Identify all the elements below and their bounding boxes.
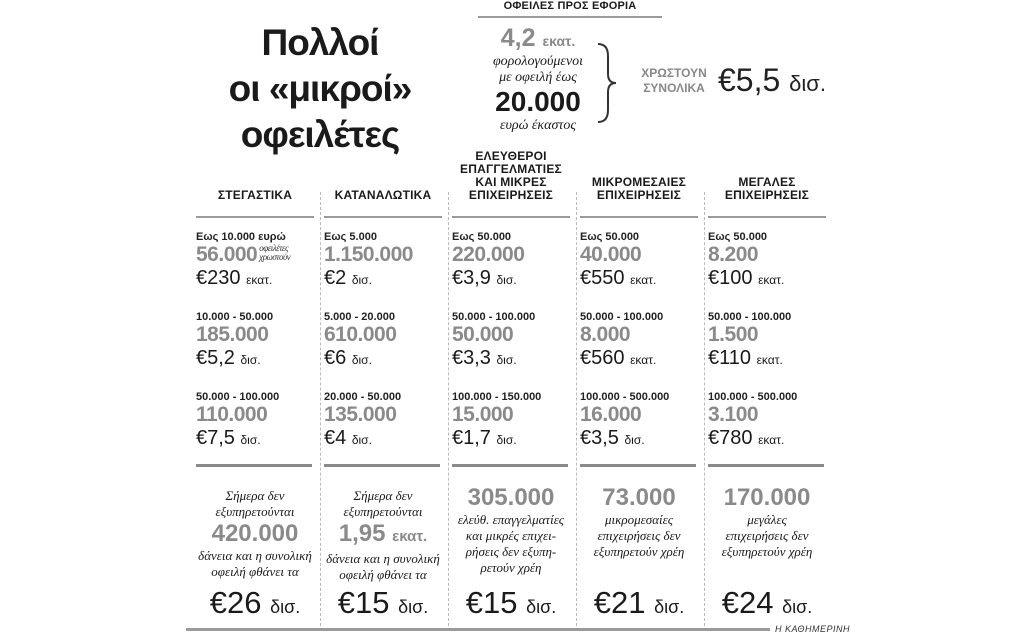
bracket-amount: [708, 346, 824, 372]
bracket-debtor-count: [708, 324, 824, 346]
tax-text-2: με οφειλή έως: [499, 70, 577, 85]
summary-total-unit: δισ.: [398, 597, 429, 617]
column-heading-rule: [452, 216, 570, 218]
summary-text: δάνεια και η συνολική: [326, 551, 440, 566]
summary-text: οφειλή φθάνει τα: [211, 564, 299, 579]
column-summary: [448, 484, 574, 576]
bracket-range: 5.000 - 20.000: [324, 311, 395, 323]
bracket-debtor-count-value: 110.000: [196, 403, 268, 426]
debt-bracket: [196, 310, 312, 372]
debt-bracket: [324, 230, 440, 292]
main-title: [200, 20, 440, 158]
bracket-amount-unit: δισ.: [351, 353, 372, 367]
bracket-amount-value: €3,9: [452, 267, 491, 289]
summary-text: και μικρές επιχει-: [465, 528, 557, 543]
summary-number-value: 305.000: [467, 484, 555, 511]
bracket-range: 50.000 - 100.000: [452, 311, 536, 323]
summary-total-value: €15: [465, 585, 518, 620]
column-divider: [704, 192, 705, 626]
summary-separator: [452, 464, 568, 467]
summary-number: [192, 520, 318, 548]
column-heading-rule: [708, 216, 826, 218]
bracket-amount-unit: εκατ.: [246, 273, 273, 287]
bracket-debtor-count-value: 185.000: [196, 323, 269, 346]
bracket-range: 100.000 - 150.000: [452, 391, 542, 403]
summary-total-unit: δισ.: [782, 597, 813, 617]
summary-text: επιχειρήσεις δεν: [725, 528, 809, 543]
bracket-debtor-count-value: 16.000: [580, 403, 642, 426]
bracket-amount-value: €780: [708, 427, 753, 449]
tax-text-3: ευρώ έκαστος: [499, 118, 577, 133]
bracket-amount: [324, 346, 440, 372]
bracket-amount-unit: δισ.: [240, 353, 261, 367]
bracket-range: 50.000 - 100.000: [708, 311, 792, 323]
summary-text: εξυπηρετούν χρέη: [593, 544, 685, 559]
bracket-amount-value: €230: [196, 267, 241, 289]
bracket-amount-value: €3,5: [580, 427, 619, 449]
bracket-amount-unit: εκατ.: [630, 353, 657, 367]
bracket-amount: [452, 346, 568, 372]
bracket-amount: [324, 426, 440, 452]
column-heading-line: ΣΤΕΓΑΣΤΙΚΑ: [217, 188, 293, 202]
bracket-range: Εως 50.000: [708, 231, 768, 243]
summary-separator: [708, 464, 824, 467]
bracket-amount: [324, 266, 440, 292]
bracket-amount-value: €5,2: [196, 347, 235, 369]
debt-bracket: [708, 230, 824, 292]
bracket-amount-value: €1,7: [452, 427, 491, 449]
bracket-debtor-count: [452, 324, 568, 346]
bracket-amount-unit: εκατ.: [630, 273, 657, 287]
column-heading-line: ΕΠΑΓΓΕΛΜΑΤΙΕΣ: [460, 162, 562, 176]
title-line-1: Πολλοί: [261, 22, 379, 63]
debt-bracket: [324, 310, 440, 372]
bracket-debtor-count: [580, 244, 696, 266]
debt-bracket: [196, 230, 312, 292]
summary-text: ρήσεις δεν εξυπη-: [465, 544, 557, 559]
bracket-debtor-count-value: 135.000: [324, 403, 397, 426]
bracket-range: Εως 50.000: [452, 231, 512, 243]
bracket-amount-unit: δισ.: [351, 273, 372, 287]
bracket-amount: [196, 346, 312, 372]
column-summary: [704, 484, 830, 560]
debt-bracket: [580, 230, 696, 292]
summary-number: [704, 484, 830, 512]
summary-total: [192, 586, 318, 624]
bracket-debtor-count-value: 1.150.000: [324, 243, 413, 266]
bracket-debtor-count: [324, 404, 440, 426]
bracket-debtor-count-value: 610.000: [324, 323, 397, 346]
bracket-amount-unit: δισ.: [496, 353, 517, 367]
tax-taxpayers-count: [480, 24, 596, 53]
bracket-debtor-count-value: 1.500: [708, 323, 759, 346]
bracket-debtor-count: [196, 404, 312, 426]
column-heading-rule: [196, 216, 314, 218]
bracket-amount-unit: εκατ.: [758, 273, 785, 287]
bracket-debtor-count-value: 3.100: [708, 403, 759, 426]
owe-total-value: €5,5: [718, 62, 781, 98]
debt-bracket: [708, 390, 824, 452]
bracket-debtor-count: [324, 324, 440, 346]
column-summary: [320, 488, 446, 583]
brace-icon: [596, 42, 618, 124]
bracket-amount-value: €7,5: [196, 427, 235, 449]
bracket-amount-unit: δισ.: [624, 433, 645, 447]
summary-text: Σήμερα δεν: [225, 488, 285, 503]
title-line-3: οφειλέτες: [240, 114, 400, 155]
bracket-range: 100.000 - 500.000: [580, 391, 670, 403]
bracket-amount: [580, 266, 696, 292]
tax-text-1: φορολογούμενοι: [492, 54, 584, 69]
footer-rule: [186, 628, 770, 631]
bracket-debtor-count-value: 56.000: [196, 243, 258, 266]
bracket-amount-value: €550: [580, 267, 625, 289]
debt-bracket: [580, 390, 696, 452]
tax-taxpayers-value: 4,2: [500, 24, 536, 52]
summary-number-unit: εκατ.: [392, 528, 428, 545]
bracket-range: 10.000 - 50.000: [196, 311, 274, 323]
summary-text: ρετούν χρέη: [480, 560, 542, 575]
summary-total-unit: δισ.: [270, 597, 301, 617]
summary-total: [704, 586, 830, 624]
summary-text: εξυπηρετούνται: [343, 504, 423, 519]
bracket-amount-value: €3,3: [452, 347, 491, 369]
bracket-debtor-count: [452, 404, 568, 426]
bracket-amount-unit: εκατ.: [756, 353, 783, 367]
summary-number: [320, 520, 446, 551]
bracket-debtor-count-value: 8.000: [580, 323, 631, 346]
bracket-amount-unit: δισ.: [351, 433, 372, 447]
summary-number: [448, 484, 574, 512]
debt-bracket: [452, 310, 568, 372]
summary-text: εξυπηρετούνται: [215, 504, 295, 519]
bracket-amount: [196, 266, 312, 292]
summary-number-value: 1,95: [338, 520, 386, 547]
bracket-debtor-count: [580, 404, 696, 426]
owe-label-line-2: ΣΥΝΟΛΙΚΑ: [643, 81, 705, 95]
debt-bracket: [708, 310, 824, 372]
bracket-amount-value: €110: [708, 347, 752, 369]
summary-number-value: 420.000: [211, 520, 299, 547]
column-heading-freelancers: [452, 150, 570, 202]
summary-total-value: €26: [209, 585, 262, 620]
summary-total-unit: δισ.: [654, 597, 685, 617]
summary-text: μικρομεσαίες: [604, 512, 673, 527]
bracket-debtor-count: [324, 244, 440, 266]
bracket-debtor-count: [196, 324, 312, 346]
bracket-amount-unit: δισ.: [240, 433, 261, 447]
column-heading-line: ΕΠΙΧΕΙΡΗΣΕΙΣ: [596, 188, 682, 202]
bracket-amount-value: €6: [324, 347, 347, 369]
column-heading-line: ΜΕΓΑΛΕΣ: [738, 175, 796, 189]
bracket-range: Εως 5.000: [324, 231, 377, 243]
summary-separator: [324, 464, 440, 467]
summary-text: δάνεια και η συνολική: [198, 548, 312, 563]
bracket-debtor-count-value: 40.000: [580, 243, 642, 266]
debt-bracket: [196, 390, 312, 452]
summary-text: εξυπηρετούν χρέη: [721, 544, 813, 559]
bracket-amount: [452, 426, 568, 452]
tax-taxpayers-unit: εκατ.: [542, 33, 576, 49]
bracket-range: 50.000 - 100.000: [196, 391, 280, 403]
bracket-debtor-count-value: 50.000: [452, 323, 514, 346]
owe-total-unit: δισ.: [789, 71, 826, 96]
bracket-range: 100.000 - 500.000: [708, 391, 798, 403]
column-heading-consumer: [324, 189, 442, 202]
bracket-debtor-count-value: 220.000: [452, 243, 525, 266]
column-heading-mortgage: [196, 189, 314, 202]
bracket-amount: [708, 426, 824, 452]
bracket-debtor-count-value: 15.000: [452, 403, 514, 426]
bracket-count-note: οφειλέτες χρωστούν: [259, 243, 291, 262]
bracket-amount: [580, 346, 696, 372]
bracket-debtor-count: [708, 404, 824, 426]
column-summary: [576, 484, 702, 560]
summary-total: [448, 586, 574, 624]
summary-separator: [196, 464, 312, 467]
bracket-amount: [196, 426, 312, 452]
summary-total-value: €15: [337, 585, 390, 620]
debt-bracket: [324, 390, 440, 452]
summary-text: μεγάλες: [747, 512, 787, 527]
bracket-amount-value: €4: [324, 427, 347, 449]
summary-number: [576, 484, 702, 512]
summary-total-value: €24: [721, 585, 774, 620]
column-heading-line: ΚΑΤΑΝΑΛΩΤΙΚΑ: [334, 188, 432, 202]
tax-heading: ΟΦΕΙΛΕΣ ΠΡΟΣ ΕΦΟΡΙΑ: [503, 0, 637, 12]
title-line-2: οι «μικροί»: [228, 68, 412, 109]
debt-bracket: [580, 310, 696, 372]
bracket-amount: [708, 266, 824, 292]
debt-bracket: [452, 390, 568, 452]
bracket-amount-unit: εκατ.: [758, 433, 785, 447]
summary-text: επιχειρήσεις δεν: [597, 528, 681, 543]
bracket-debtor-count: [196, 244, 312, 266]
column-heading-line: ΕΛΕΥΘΕΡΟΙ: [475, 149, 547, 163]
column-heading-line: ΚΑΙ ΜΙΚΡΕΣ: [475, 175, 547, 189]
bracket-amount: [452, 266, 568, 292]
column-heading-large: [708, 176, 826, 202]
bracket-debtor-count-value: 8.200: [708, 243, 759, 266]
column-heading-line: ΜΙΚΡΟΜΕΣΑΙΕΣ: [591, 175, 687, 189]
credit: Η ΚΑΘΗΜΕΡΙΝΗ: [774, 624, 850, 634]
bracket-range: 20.000 - 50.000: [324, 391, 402, 403]
column-heading-line: ΕΠΙΧΕΙΡΗΣΕΙΣ: [468, 188, 554, 202]
summary-number-value: 170.000: [723, 484, 811, 511]
tax-threshold: 20.000: [495, 86, 581, 117]
summary-separator: [580, 464, 696, 467]
bracket-amount-unit: δισ.: [496, 433, 517, 447]
summary-text: ελεύθ. επαγγελματίες: [457, 512, 565, 527]
owe-label-line-1: ΧΡΩΣΤΟΥΝ: [641, 66, 707, 80]
bracket-amount-value: €100: [708, 267, 753, 289]
summary-total: [576, 586, 702, 624]
tax-heading-rule: [478, 16, 662, 18]
owe-total: [718, 62, 838, 99]
bracket-range: Εως 50.000: [580, 231, 640, 243]
owe-label: [630, 66, 718, 96]
bracket-range: Εως 10.000 ευρώ: [196, 231, 286, 243]
column-heading-line: ΕΠΙΧΕΙΡΗΣΕΙΣ: [724, 188, 810, 202]
summary-text: Σήμερα δεν: [353, 488, 413, 503]
bracket-debtor-count: [580, 324, 696, 346]
debt-bracket: [452, 230, 568, 292]
bracket-amount-unit: δισ.: [496, 273, 517, 287]
summary-total-value: €21: [593, 585, 646, 620]
bracket-range: 50.000 - 100.000: [580, 311, 664, 323]
column-heading-rule: [324, 216, 442, 218]
column-heading-sme: [580, 176, 698, 202]
column-heading-rule: [580, 216, 698, 218]
summary-number-value: 73.000: [602, 484, 676, 511]
bracket-amount: [580, 426, 696, 452]
summary-total-unit: δισ.: [526, 597, 557, 617]
column-summary: [192, 488, 318, 580]
bracket-amount-value: €2: [324, 267, 347, 289]
bracket-debtor-count: [452, 244, 568, 266]
column-divider: [576, 192, 577, 626]
bracket-debtor-count: [708, 244, 824, 266]
bracket-amount-value: €560: [580, 347, 625, 369]
summary-text: οφειλή φθάνει τα: [339, 567, 427, 582]
summary-total: [320, 586, 446, 624]
